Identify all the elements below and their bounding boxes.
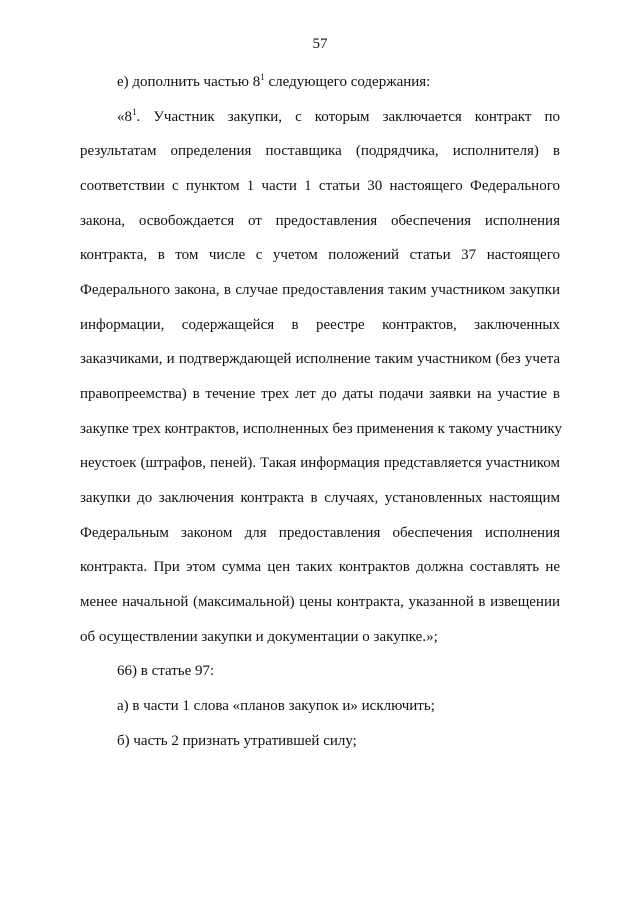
- paragraph-line: неустоек (штрафов, пеней). Такая информация представляется участником: [80, 455, 560, 471]
- paragraph-line: Федерального закона, в случае предоставления таким участником закупки: [80, 282, 560, 298]
- paragraph-line: Федеральным законом для предоставления обеспечения исполнения: [80, 525, 560, 541]
- superscript: 1: [260, 72, 265, 82]
- paragraph-line: закупке трех контрактов, исполненных без применения к такому участнику: [80, 421, 563, 437]
- superscript: 1: [132, 107, 137, 117]
- list-item: б) часть 2 признать утратившей силу;: [117, 733, 357, 749]
- paragraph-first-line-text: . Участник закупки, с которым заключается контракт по: [136, 109, 560, 125]
- paragraph-line: информации, содержащейся в реестре контрактов, заключенных: [80, 317, 560, 333]
- paragraph-line: контракта, в том числе с учетом положений статьи 37 настоящего: [80, 247, 560, 263]
- paragraph-line: закона, освобождается от предоставления обеспечения исполнения: [80, 213, 560, 229]
- page-number: 57: [312, 36, 328, 52]
- paragraph-line: результатам определения поставщика (подрядчика, исполнителя) в: [80, 143, 560, 159]
- list-item: а) в части 1 слова «планов закупок и» исключить;: [117, 698, 435, 714]
- intro-text: е) дополнить частью 8: [117, 74, 261, 90]
- paragraph-last-line: об осуществлении закупки и документации о закупке.»;: [80, 629, 438, 645]
- paragraph-line: правопреемства) в течение трех лет до даты подачи заявки на участие в: [80, 386, 560, 402]
- paragraph-first-line: [117, 107, 560, 127]
- intro-line: [117, 72, 560, 92]
- paragraph-line: закупки до заключения контракта в случаях, установленных настоящим: [80, 490, 560, 506]
- paragraph-line: заказчиками, и подтверждающей исполнение таким участником (без учета: [80, 351, 560, 367]
- paragraph-line: контракта. При этом сумма цен таких контрактов должна составлять не: [80, 559, 560, 575]
- paragraph-line: менее начальной (максимальной) цены контракта, указанной в извещении: [80, 594, 560, 610]
- paragraph-quote-number: «8: [117, 109, 132, 125]
- intro-text-end: следующего содержания:: [264, 74, 431, 90]
- list-item: 66) в статье 97:: [117, 663, 215, 679]
- paragraph-line: соответствии с пунктом 1 части 1 статьи 30 настоящего Федерального: [80, 178, 560, 194]
